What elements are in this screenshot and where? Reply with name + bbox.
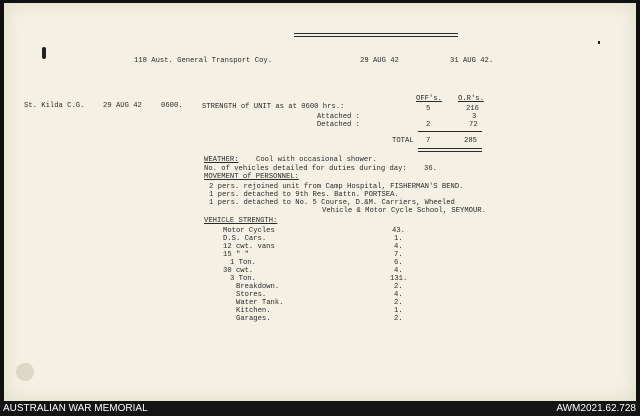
vehicles-detailed-count: 36. bbox=[424, 165, 437, 173]
footer-accession-number: AWM2021.62.728 bbox=[556, 403, 636, 414]
header-date-2: 31 AUG 42. bbox=[450, 57, 494, 65]
vehicle-count: 1. bbox=[394, 235, 403, 243]
top-rule-2 bbox=[294, 36, 458, 37]
vehicle-count: 2. bbox=[394, 315, 403, 323]
movement-label: MOVEMENT of PERSONNEL: bbox=[204, 173, 299, 181]
vehicle-name: Garages. bbox=[236, 315, 271, 323]
vehicle-name: 30 cwt. bbox=[223, 267, 254, 275]
footer-institution: AUSTRALIAN WAR MEMORIAL bbox=[3, 403, 148, 414]
total-rule-bottom-2 bbox=[418, 151, 482, 152]
total-rule-bottom bbox=[418, 148, 482, 149]
top-rule bbox=[294, 33, 458, 34]
vehicle-name: 3 Ton. bbox=[230, 275, 256, 283]
entry-time: 0600. bbox=[161, 102, 183, 110]
document-page bbox=[4, 3, 636, 401]
weather-label: WEATHER: bbox=[204, 156, 239, 164]
vehicle-name: D.S. Cars. bbox=[223, 235, 267, 243]
row-3-label: Detached : bbox=[316, 121, 360, 129]
strength-label: STRENGTH of UNIT as at 0600 hrs.: bbox=[202, 103, 345, 111]
vehicle-count: 4. bbox=[394, 291, 403, 299]
total-offs: 7 bbox=[426, 137, 431, 145]
row-2-label: Attached : bbox=[316, 113, 360, 121]
vehicles-detailed-line: No. of vehicles detailed for duties during day: bbox=[204, 165, 407, 173]
vehicle-name: Stores. bbox=[236, 291, 267, 299]
entry-place: St. Kilda C.G. bbox=[24, 102, 85, 110]
vehicle-count: 43. bbox=[392, 227, 405, 235]
archive-footer bbox=[0, 401, 640, 416]
weather-text: Cool with occasional shower. bbox=[256, 156, 377, 164]
ink-mark bbox=[42, 47, 46, 59]
row-3-ors: 72 bbox=[469, 121, 478, 129]
total-rule-top bbox=[418, 131, 482, 132]
entry-date: 29 AUG 42 bbox=[103, 102, 142, 110]
vehicle-count: 6. bbox=[394, 259, 403, 267]
movement-line-1: 2 pers. rejoined unit from Camp Hospital, FISHERMAN'S BEND. bbox=[209, 183, 464, 191]
movement-line-2: 1 pers. detached to 9th Res. Battn. PORTSEA. bbox=[209, 191, 399, 199]
vehicle-name: Water Tank. bbox=[236, 299, 284, 307]
vehicle-count: 7. bbox=[394, 251, 403, 259]
punch-hole bbox=[16, 363, 34, 381]
row-3-offs: 2 bbox=[426, 121, 431, 129]
unit-title: 118 Aust. General Transport Coy. bbox=[134, 57, 273, 65]
vehicle-count: 2. bbox=[394, 299, 403, 307]
vehicle-count: 4. bbox=[394, 243, 403, 251]
row-1-ors: 216 bbox=[466, 105, 479, 113]
vehicle-count: 1. bbox=[394, 307, 403, 315]
vehicle-count: 131. bbox=[390, 275, 408, 283]
total-ors: 285 bbox=[464, 137, 477, 145]
movement-line-3: 1 pers. detached to No. 5 Course, D.&M. Carriers, Wheeled bbox=[209, 199, 455, 207]
ink-dot bbox=[598, 41, 600, 44]
vehicle-name: Breakdown. bbox=[236, 283, 280, 291]
vehicle-count: 4. bbox=[394, 267, 403, 275]
col-header-offs: OFF's. bbox=[416, 95, 442, 103]
vehicle-name: 1 Ton. bbox=[230, 259, 256, 267]
header-date-1: 29 AUG 42 bbox=[360, 57, 399, 65]
total-label: TOTAL bbox=[392, 137, 414, 145]
row-2-ors: 3 bbox=[472, 113, 477, 121]
vehicle-name: 15 " " bbox=[223, 251, 249, 259]
vehicle-strength-label: VEHICLE STRENGTH: bbox=[204, 217, 278, 225]
row-1-offs: 5 bbox=[426, 105, 431, 113]
vehicle-count: 2. bbox=[394, 283, 403, 291]
movement-line-4: Vehicle & Motor Cycle School, SEYMOUR. bbox=[322, 207, 486, 215]
vehicle-name: 12 cwt. vans bbox=[223, 243, 275, 251]
col-header-ors: O.R's. bbox=[458, 95, 484, 103]
vehicle-name: Kitchen. bbox=[236, 307, 271, 315]
vehicle-name: Motor Cycles bbox=[223, 227, 275, 235]
